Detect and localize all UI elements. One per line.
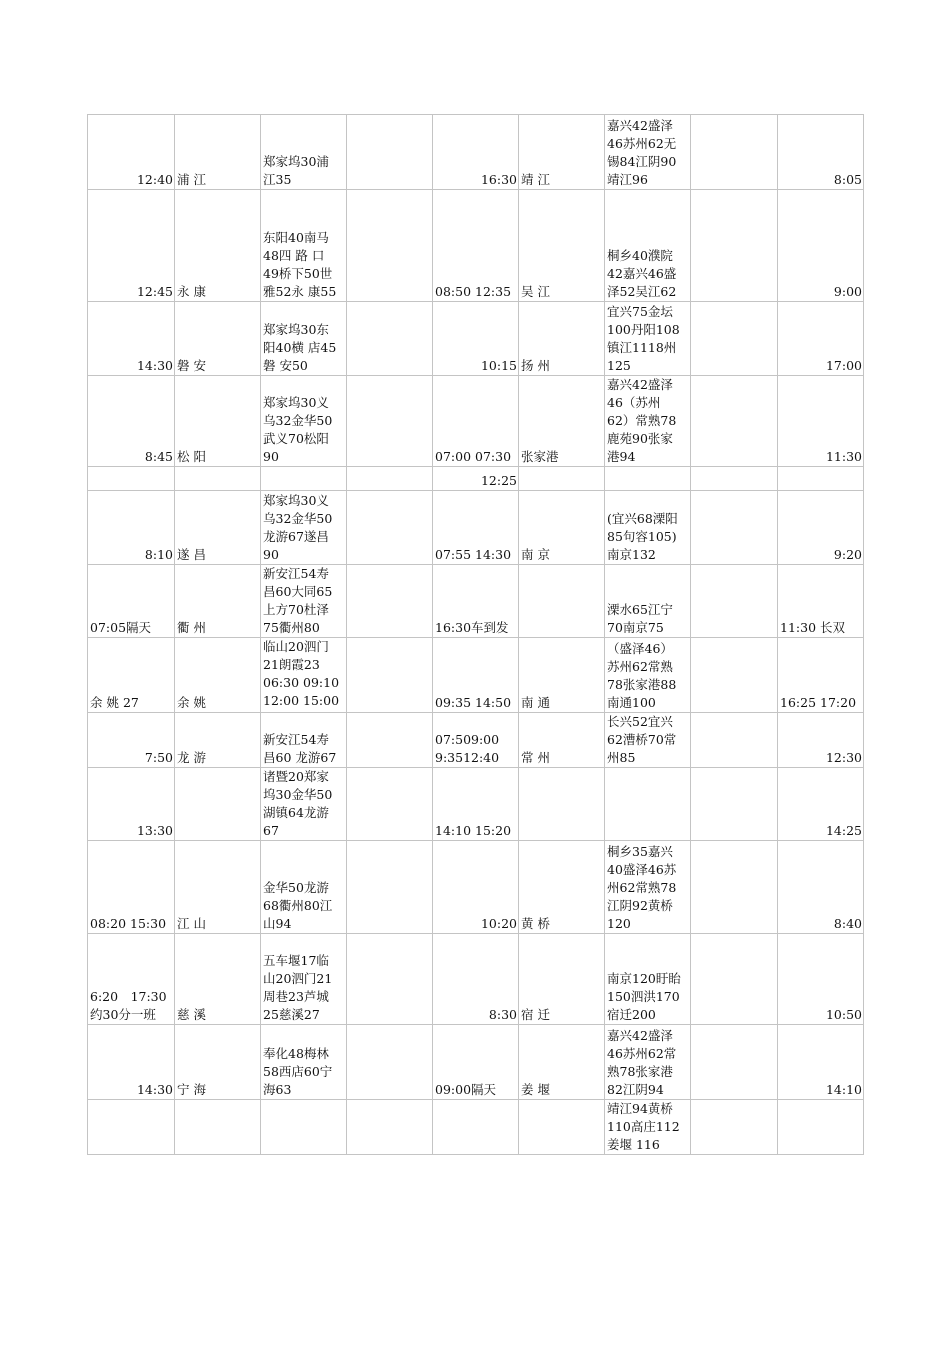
cell-destination-2: 黄 桥 (519, 841, 605, 934)
cell-route-stops-2: 嘉兴42盛泽 46苏州62无 锡84江阴90 靖江96 (605, 115, 691, 190)
table-row (88, 565, 864, 638)
cell-destination-2 (519, 565, 605, 638)
cell-route-stops: 郑家坞30东 阳40横 店45 磐 安50 (261, 302, 347, 376)
cell-route-stops: 郑家坞30义 乌32金华50 龙游67遂昌 90 (261, 491, 347, 565)
cell-blank-col (347, 467, 433, 491)
cell-arrival-time (778, 467, 864, 491)
cell-blank-col-2 (691, 638, 778, 713)
cell-blank-col (347, 1100, 433, 1155)
cell-departure-time-2: 07:509:00 9:3512:40 (433, 713, 519, 768)
cell-route-stops: 东阳40南马 48四 路 口 49桥下50世 雅52永 康55 (261, 190, 347, 302)
cell-departure-time: 7:50 (88, 713, 175, 768)
schedule-table (87, 114, 864, 1155)
cell-destination: 龙 游 (175, 713, 261, 768)
cell-route-stops-2: 桐乡40濮院 42嘉兴46盛 泽52吴江62 (605, 190, 691, 302)
cell-route-stops-2 (605, 768, 691, 841)
table-row (88, 467, 864, 491)
schedule-body (88, 115, 864, 1155)
cell-departure-time (88, 1100, 175, 1155)
cell-departure-time: 14:30 (88, 1025, 175, 1100)
table-row (88, 713, 864, 768)
cell-route-stops-2: 靖江94黄桥 110高庄112 姜堰 116 (605, 1100, 691, 1155)
cell-blank-col-2 (691, 768, 778, 841)
cell-departure-time-2: 07:00 07:30 (433, 376, 519, 467)
cell-blank-col-2 (691, 190, 778, 302)
cell-destination-2: 吴 江 (519, 190, 605, 302)
cell-arrival-time: 11:30 (778, 376, 864, 467)
cell-departure-time: 14:30 (88, 302, 175, 376)
cell-departure-time: 8:10 (88, 491, 175, 565)
cell-departure-time (88, 467, 175, 491)
cell-blank-col-2 (691, 565, 778, 638)
cell-destination: 江 山 (175, 841, 261, 934)
cell-destination-2 (519, 768, 605, 841)
cell-route-stops-2: 南京120盱眙 150泗洪170 宿迁200 (605, 934, 691, 1025)
cell-destination: 松 阳 (175, 376, 261, 467)
cell-departure-time-2: 12:25 (433, 467, 519, 491)
cell-blank-col (347, 190, 433, 302)
table-row (88, 638, 864, 713)
cell-departure-time-2: 16:30 (433, 115, 519, 190)
cell-departure-time-2: 8:30 (433, 934, 519, 1025)
cell-blank-col (347, 934, 433, 1025)
cell-blank-col (347, 638, 433, 713)
cell-route-stops-2: 嘉兴42盛泽 46苏州62常 熟78张家港 82江阴94 (605, 1025, 691, 1100)
cell-route-stops (261, 467, 347, 491)
cell-arrival-time: 16:25 17:20 (778, 638, 864, 713)
cell-departure-time-2: 08:50 12:35 (433, 190, 519, 302)
cell-blank-col-2 (691, 713, 778, 768)
cell-arrival-time: 14:25 (778, 768, 864, 841)
cell-destination: 浦 江 (175, 115, 261, 190)
cell-blank-col-2 (691, 841, 778, 934)
cell-destination-2: 宿 迁 (519, 934, 605, 1025)
cell-departure-time: 12:40 (88, 115, 175, 190)
cell-departure-time: 6:20 17:30 约30分一班 (88, 934, 175, 1025)
cell-arrival-time: 11:30 长双 (778, 565, 864, 638)
cell-destination: 余 姚 (175, 638, 261, 713)
cell-arrival-time: 14:10 (778, 1025, 864, 1100)
cell-arrival-time (778, 1100, 864, 1155)
cell-route-stops-2: 长兴52宜兴 62漕桥70常 州85 (605, 713, 691, 768)
cell-arrival-time: 17:00 (778, 302, 864, 376)
cell-blank-col (347, 376, 433, 467)
cell-route-stops: 新安江54寿 昌60 龙游67 (261, 713, 347, 768)
cell-departure-time: 8:45 (88, 376, 175, 467)
cell-arrival-time: 8:05 (778, 115, 864, 190)
cell-destination (175, 1100, 261, 1155)
cell-blank-col-2 (691, 491, 778, 565)
cell-departure-time-2: 10:20 (433, 841, 519, 934)
cell-arrival-time: 10:50 (778, 934, 864, 1025)
cell-route-stops (261, 1100, 347, 1155)
cell-blank-col-2 (691, 302, 778, 376)
table-row (88, 376, 864, 467)
cell-blank-col (347, 302, 433, 376)
cell-route-stops: 郑家坞30义 乌32金华50 武义70松阳 90 (261, 376, 347, 467)
cell-route-stops: 诸暨20郑家 坞30金华50 湖镇64龙游 67 (261, 768, 347, 841)
cell-destination-2: 靖 江 (519, 115, 605, 190)
cell-route-stops-2: 桐乡35嘉兴 40盛泽46苏 州62常熟78 江阴92黄桥 120 (605, 841, 691, 934)
table-row (88, 934, 864, 1025)
cell-route-stops-2: 嘉兴42盛泽 46（苏州 62）常熟78 鹿苑90张家 港94 (605, 376, 691, 467)
cell-destination: 永 康 (175, 190, 261, 302)
table-row (88, 841, 864, 934)
cell-route-stops-2: 宜兴75金坛 100丹阳108 镇江1118州 125 (605, 302, 691, 376)
cell-blank-col (347, 1025, 433, 1100)
table-row (88, 491, 864, 565)
cell-route-stops: 郑家坞30浦 江35 (261, 115, 347, 190)
cell-blank-col-2 (691, 1025, 778, 1100)
cell-route-stops-2: (宜兴68溧阳 85句容105) 南京132 (605, 491, 691, 565)
table-row (88, 302, 864, 376)
cell-departure-time-2: 16:30车到发 (433, 565, 519, 638)
cell-route-stops: 五车堰17临 山20泗门21 周巷23芦城 25慈溪27 (261, 934, 347, 1025)
cell-departure-time: 08:20 15:30 (88, 841, 175, 934)
cell-destination-2: 南 通 (519, 638, 605, 713)
cell-destination: 遂 昌 (175, 491, 261, 565)
table-row (88, 190, 864, 302)
cell-departure-time: 12:45 (88, 190, 175, 302)
cell-departure-time-2 (433, 1100, 519, 1155)
cell-destination-2: 姜 堰 (519, 1025, 605, 1100)
cell-departure-time-2: 09:00隔天 (433, 1025, 519, 1100)
cell-departure-time: 余 姚 27 (88, 638, 175, 713)
cell-destination (175, 768, 261, 841)
cell-departure-time: 07:05隔天 (88, 565, 175, 638)
cell-blank-col (347, 491, 433, 565)
cell-destination: 衢 州 (175, 565, 261, 638)
cell-blank-col (347, 565, 433, 638)
cell-destination: 磐 安 (175, 302, 261, 376)
cell-destination (175, 467, 261, 491)
cell-route-stops-2: 溧水65江宁 70南京75 (605, 565, 691, 638)
cell-destination: 慈 溪 (175, 934, 261, 1025)
cell-blank-col (347, 713, 433, 768)
cell-destination-2: 南 京 (519, 491, 605, 565)
cell-destination-2 (519, 467, 605, 491)
cell-departure-time-2: 07:55 14:30 (433, 491, 519, 565)
cell-departure-time-2: 10:15 (433, 302, 519, 376)
cell-blank-col-2 (691, 376, 778, 467)
cell-destination: 宁 海 (175, 1025, 261, 1100)
cell-route-stops: 奉化48梅林 58西店60宁 海63 (261, 1025, 347, 1100)
cell-destination-2 (519, 1100, 605, 1155)
cell-blank-col-2 (691, 467, 778, 491)
cell-route-stops-2 (605, 467, 691, 491)
cell-departure-time-2: 14:10 15:20 (433, 768, 519, 841)
cell-blank-col-2 (691, 115, 778, 190)
table-row (88, 1100, 864, 1155)
cell-arrival-time: 9:00 (778, 190, 864, 302)
cell-route-stops: 金华50龙游 68衢州80江 山94 (261, 841, 347, 934)
cell-blank-col-2 (691, 1100, 778, 1155)
cell-route-stops: 新安江54寿 昌60大同65 上方70杜泽 75衢州80 (261, 565, 347, 638)
cell-route-stops: 临山20泗门 21朗霞23 06:30 09:10 12:00 15:00 (261, 638, 347, 713)
cell-blank-col-2 (691, 934, 778, 1025)
cell-blank-col (347, 115, 433, 190)
table-row (88, 768, 864, 841)
cell-arrival-time: 8:40 (778, 841, 864, 934)
cell-destination-2: 扬 州 (519, 302, 605, 376)
cell-destination-2: 张家港 (519, 376, 605, 467)
cell-blank-col (347, 768, 433, 841)
cell-arrival-time: 9:20 (778, 491, 864, 565)
cell-departure-time-2: 09:35 14:50 (433, 638, 519, 713)
table-row (88, 1025, 864, 1100)
cell-departure-time: 13:30 (88, 768, 175, 841)
cell-arrival-time: 12:30 (778, 713, 864, 768)
table-row (88, 115, 864, 190)
cell-destination-2: 常 州 (519, 713, 605, 768)
cell-route-stops-2: （盛泽46） 苏州62常熟 78张家港88 南通100 (605, 638, 691, 713)
cell-blank-col (347, 841, 433, 934)
